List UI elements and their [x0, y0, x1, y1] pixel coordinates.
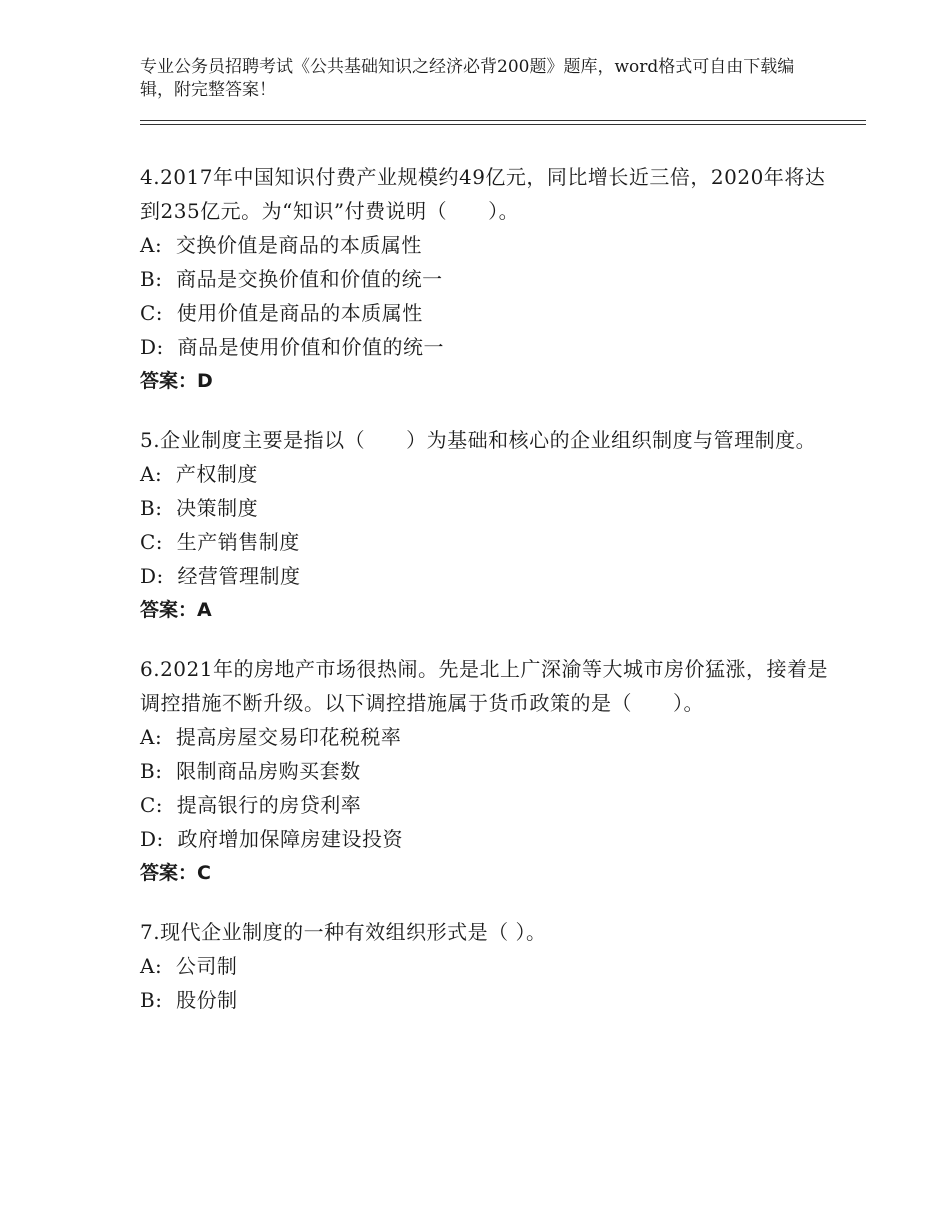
question-stem: 7.现代企业制度的一种有效组织形式是（ ）。	[140, 920, 547, 944]
answer-line: 答案：A	[140, 599, 212, 621]
option-d: D: 商品是使用价值和价值的统一	[140, 335, 444, 359]
option-a: A: 交换价值是商品的本质属性	[140, 233, 422, 257]
header-rule-bottom	[140, 124, 866, 125]
option-b: B: 限制商品房购买套数	[140, 759, 361, 783]
question-4	[140, 160, 840, 398]
answer-line: 答案：C	[140, 862, 211, 884]
question-stem: 6.2021年的房地产市场很热闹。先是北上广深渝等大城市房价猛涨，接着是调控措施不断升级。以下调控措施属于货币政策的是（ ）。	[140, 657, 828, 715]
question-5	[140, 423, 840, 627]
question-7	[140, 915, 840, 1017]
option-b: B: 股份制	[140, 988, 238, 1012]
header-rule-top	[140, 120, 866, 121]
question-list	[140, 160, 840, 1042]
question-stem: 4.2017年中国知识付费产业规模约49亿元，同比增长近三倍，2020年将达到235亿元。为“知识”付费说明（ ）。	[140, 165, 826, 223]
option-d: D: 经营管理制度	[140, 564, 301, 588]
page-header: 专业公务员招聘考试《公共基础知识之经济必背200题》题库，word格式可自由下载编辑，附完整答案！	[140, 57, 795, 100]
option-a: A: 公司制	[140, 954, 238, 978]
option-c: C: 生产销售制度	[140, 530, 300, 554]
option-c: C: 使用价值是商品的本质属性	[140, 301, 423, 325]
option-b: B: 商品是交换价值和价值的统一	[140, 267, 443, 291]
answer-line: 答案：D	[140, 370, 213, 392]
question-6	[140, 652, 840, 890]
option-a: A: 提高房屋交易印花税税率	[140, 725, 402, 749]
option-b: B: 决策制度	[140, 496, 259, 520]
option-c: C: 提高银行的房贷利率	[140, 793, 362, 817]
question-stem: 5.企业制度主要是指以（ ）为基础和核心的企业组织制度与管理制度。	[140, 428, 817, 452]
option-a: A: 产权制度	[140, 462, 258, 486]
option-d: D: 政府增加保障房建设投资	[140, 827, 403, 851]
